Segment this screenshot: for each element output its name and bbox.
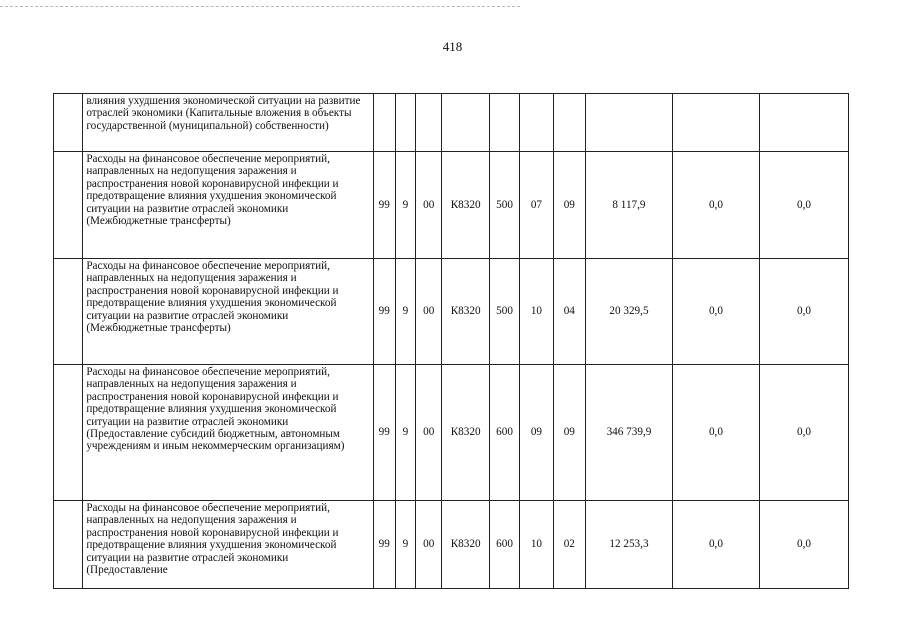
amount-cell: 346 739,9: [585, 365, 672, 501]
value-cell: 0,0: [672, 501, 759, 589]
description-cell: Расходы на финансовое обеспечение мероприятий, направленных на недопущения заражения и распространения новой коронавирусной инфекции и предотвращение влияния ухудшения экономической ситуации на развитие отраслей экономики (Межбюджетные трансферты): [83, 152, 373, 259]
code-cell: 00: [416, 501, 442, 589]
table-row: [54, 94, 849, 152]
code-cell: 02: [553, 501, 585, 589]
amount-cell: 12 253,3: [585, 501, 672, 589]
description-cell: Расходы на финансовое обеспечение мероприятий, направленных на недопущения заражения и распространения новой коронавирусной инфекции и предотвращение влияния ухудшения экономической ситуации на развитие отраслей экономики (Предоставление субсидий бюджетным, автономным учреждениям и иным некоммерческим организациям): [83, 365, 373, 501]
value-cell: 0,0: [759, 501, 848, 589]
amount-cell: 8 117,9: [585, 152, 672, 259]
row-index-cell: [54, 94, 83, 152]
code-cell: 99: [373, 152, 395, 259]
code-cell: 9: [395, 501, 415, 589]
value-cell: 0,0: [672, 152, 759, 259]
row-index-cell: [54, 365, 83, 501]
code-cell: [373, 94, 395, 152]
code-cell: 00: [416, 152, 442, 259]
table-row: [54, 152, 849, 259]
code-cell: 99: [373, 365, 395, 501]
code-cell: [520, 94, 553, 152]
table-row: [54, 365, 849, 501]
code-cell: К8320: [442, 365, 490, 501]
row-index-cell: [54, 152, 83, 259]
code-cell: 500: [489, 152, 519, 259]
code-cell: 500: [489, 259, 519, 365]
code-cell: К8320: [442, 152, 490, 259]
code-cell: 10: [520, 501, 553, 589]
row-index-cell: [54, 259, 83, 365]
value-cell: 0,0: [759, 365, 848, 501]
value-cell: 0,0: [759, 152, 848, 259]
table-row: [54, 501, 849, 589]
code-cell: 04: [553, 259, 585, 365]
code-cell: [395, 94, 415, 152]
code-cell: [489, 94, 519, 152]
code-cell: [553, 94, 585, 152]
code-cell: 09: [553, 365, 585, 501]
code-cell: 07: [520, 152, 553, 259]
value-cell: 0,0: [672, 259, 759, 365]
code-cell: 00: [416, 365, 442, 501]
code-cell: 9: [395, 152, 415, 259]
amount-cell: 20 329,5: [585, 259, 672, 365]
code-cell: 10: [520, 259, 553, 365]
description-cell: Расходы на финансовое обеспечение мероприятий, направленных на недопущения заражения и распространения новой коронавирусной инфекции и предотвращение влияния ухудшения экономической ситуации на развитие отраслей экономики (Предоставление: [83, 501, 373, 589]
row-index-cell: [54, 501, 83, 589]
value-cell: [672, 94, 759, 152]
code-cell: 600: [489, 365, 519, 501]
description-cell: Расходы на финансовое обеспечение мероприятий, направленных на недопущения заражения и распространения новой коронавирусной инфекции и предотвращение влияния ухудшения экономической ситуации на развитие отраслей экономики (Межбюджетные трансферты): [83, 259, 373, 365]
value-cell: [759, 94, 848, 152]
code-cell: 09: [553, 152, 585, 259]
scan-top-edge: [0, 6, 520, 7]
code-cell: 99: [373, 501, 395, 589]
amount-cell: [585, 94, 672, 152]
budget-table: [53, 93, 849, 589]
code-cell: 9: [395, 365, 415, 501]
code-cell: 09: [520, 365, 553, 501]
code-cell: [442, 94, 490, 152]
table-row: [54, 259, 849, 365]
value-cell: 0,0: [672, 365, 759, 501]
code-cell: 00: [416, 259, 442, 365]
code-cell: [416, 94, 442, 152]
page-number: 418: [442, 39, 463, 54]
code-cell: К8320: [442, 259, 490, 365]
code-cell: К8320: [442, 501, 490, 589]
code-cell: 600: [489, 501, 519, 589]
description-cell: влияния ухудшения экономической ситуации на развитие отраслей экономики (Капитальные вложения в объекты государственной (муниципальной) собственности): [83, 94, 373, 152]
code-cell: 9: [395, 259, 415, 365]
value-cell: 0,0: [759, 259, 848, 365]
code-cell: 99: [373, 259, 395, 365]
